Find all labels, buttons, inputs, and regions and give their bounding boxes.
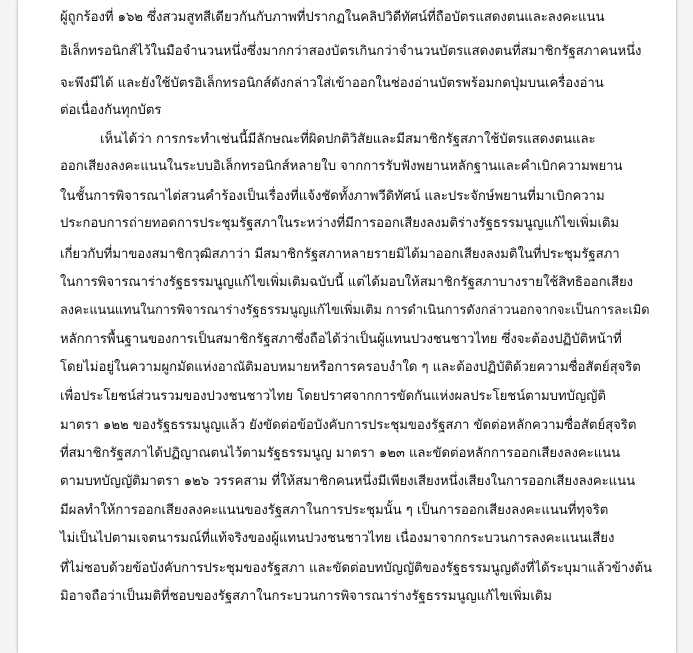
text-line: เพื่อประโยชน์ส่วนรวมของปวงชนชาวไทย โดยปราศจากการขัดกันแห่งผลประโยชน์ตามบทบัญญัติ [60,389,606,404]
text-line: มีผลทำให้การออกเสียงลงคะแนนของรัฐสภาในการประชุมนั้น ๆ เป็นการออกเสียงลงคะแนนที่ทุจริต [60,503,609,518]
scrollbar-track[interactable] [679,0,693,653]
text-line: ต่อเนื่องกันทุกบัตร [60,103,162,118]
text-line: มาตรา ๑๒๒ ของรัฐธรรมนูญแล้ว ยังขัดต่อข้อบังคับการประชุมของรัฐสภา ขัดต่อหลักความซื่อสัตย์สุจริต [60,418,637,433]
paragraph-first-line: เห็นได้ว่า การกระทำเช่นนี้มีลักษณะที่ผิดปกติวิสัยและมีสมาชิกรัฐสภาใช้บัตรแสดงตนและ [100,132,596,147]
text-line: ไม่เป็นไปตามเจตนารมณ์ที่แท้จริงของผู้แทนปวงชนชาวไทย เนื่องมาจากกระบวนการลงคะแนนเสียง [60,531,615,546]
text-line: ในการพิจารณาร่างรัฐธรรมนูญแก้ไขเพิ่มเติมฉบับนี้ แต่ได้มอบให้สมาชิกรัฐสภาบางรายใช้สิทธิออกเสียง [60,275,634,290]
text-line: ในชั้นการพิจารณาไต่สวนคำร้องเป็นเรื่องที่แจ้งชัดทั้งภาพวีดิทัศน์ และประจักษ์พยานที่มาเบิกความ [60,189,605,204]
text-line: อิเล็กทรอนิกส์ไว้ในมือจำนวนหนึ่งซึ่งมากกว่าสองบัตรเกินกว่าจำนวนบัตรแสดงตนที่สมาชิกรัฐสภาคนหนึ่ง [60,44,642,59]
text-line: จะพึงมีได้ และยังใช้บัตรอิเล็กทรอนิกส์ดังกล่าวใส่เข้าออกในช่องอ่านบัตรพร้อมกดปุ่มบนเครื่องอ่าน [60,76,604,91]
document-page [18,0,676,653]
text-line: เกี่ยวกับที่มาของสมาชิกวุฒิสภาว่า มีสมาชิกรัฐสภาหลายรายมิได้มาออกเสียงลงมติในที่ประชุมรัฐสภา [60,247,620,262]
text-line: ออกเสียงลงคะแนนในระบบอิเล็กทรอนิกส์หลายใบ จากการรับฟังพยานหลักฐานและคำเบิกความพยาน [60,159,623,174]
text-line: ลงคะแนนแทนในการพิจารณาร่างรัฐธรรมนูญแก้ไขเพิ่มเติม การดำเนินการดังกล่าวนอกจากจะเป็นการละเมิด [60,303,650,318]
text-line: ที่ไม่ชอบด้วยข้อบังคับการประชุมของรัฐสภา และขัดต่อบทบัญญัติของรัฐธรรมนูญดังที่ได้ระบุมาแล้วข้างต้น [60,561,652,576]
text-line: ผู้ถูกร้องที่ ๑๖๒ ซึ่งสวมสูทสีเดียวกันกับภาพที่ปรากฏในคลิปวิดีทัศน์ที่ถือบัตรแสดงตนและลงคะแนน [60,10,605,25]
text-line: ตามบทบัญญัติมาตรา ๑๒๖ วรรคสาม ที่ให้สมาชิกคนหนึ่งมีเพียงเสียงหนึ่งเสียงในการออกเสียงลงคะแนน [60,474,636,489]
text-line: มิอาจถือว่าเป็นมติที่ชอบของรัฐสภาในกระบวนการพิจารณาร่างรัฐธรรมนูญแก้ไขเพิ่มเติม [60,589,552,604]
text-line: โดยไม่อยู่ในความผูกมัดแห่งอาณัติมอบหมายหรือการครอบงำใด ๆ และต้องปฏิบัติด้วยความซื่อสัตย์สุจริต [60,360,641,375]
text-line: ที่สมาชิกรัฐสภาได้ปฏิญาณตนไว้ตามรัฐธรรมนูญ มาตรา ๑๒๓ และขัดต่อหลักการออกเสียงลงคะแนน [60,446,621,461]
text-line: ประกอบการถ่ายทอดการประชุมรัฐสภาในระหว่างที่มีการออกเสียงลงมติร่างรัฐธรรมนูญแก้ไขเพิ่มเติม [60,216,620,231]
text-line: หลักการพื้นฐานของการเป็นสมาชิกรัฐสภาซึ่งถือได้ว่าเป็นผู้แทนปวงชนชาวไทย ซึ่งจะต้องปฏิบัติหน้าที่ [60,332,622,347]
